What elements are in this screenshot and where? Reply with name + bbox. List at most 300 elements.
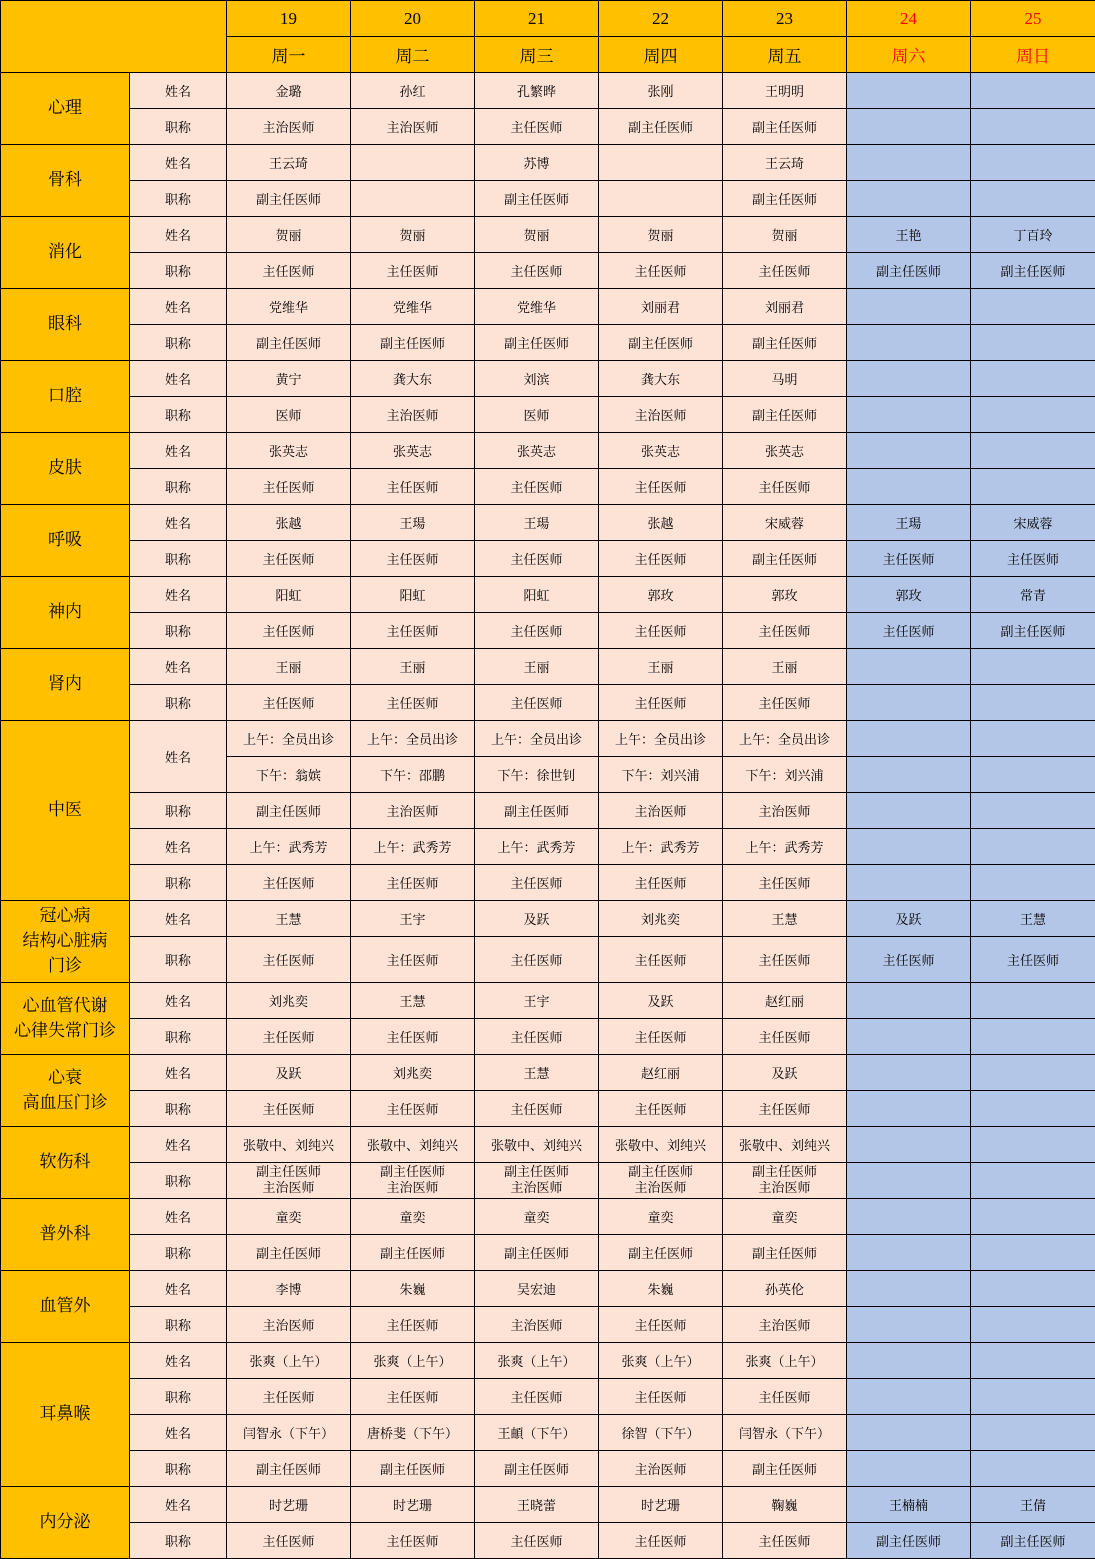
table-row — [1, 1451, 1095, 1487]
doctor-name-cell: 上午：武秀芳 — [599, 829, 723, 865]
department-name — [1, 1055, 130, 1127]
doctor-name-cell: 张敬中、刘纯兴 — [475, 1127, 599, 1163]
doctor-title-cell: 主任医师 — [723, 1091, 847, 1127]
department-name — [1, 1343, 130, 1487]
table-row — [1, 361, 1095, 397]
doctor-name-cell: 童奕 — [723, 1199, 847, 1235]
doctor-name-cell: 宋威蓉 — [723, 505, 847, 541]
doctor-name-cell: 唐桥斐（下午） — [351, 1415, 475, 1451]
row-label-title: 职称 — [130, 181, 227, 217]
doctor-title-cell: 主任医师 — [599, 253, 723, 289]
row-label-title: 职称 — [130, 1091, 227, 1127]
doctor-name-cell — [971, 361, 1095, 397]
doctor-name-cell: 王慧 — [475, 1055, 599, 1091]
doctor-title-cell: 主任医师 — [723, 937, 847, 983]
doctor-title-cell: 主任医师 — [227, 865, 351, 901]
row-label-name: 姓名 — [130, 721, 227, 793]
doctor-name-cell — [847, 829, 971, 865]
header-weekday: 周二 — [351, 37, 475, 73]
department-name-line: 肾内 — [48, 674, 82, 694]
doctor-name-cell — [847, 1127, 971, 1163]
doctor-name-cell: 张爽（上午） — [599, 1343, 723, 1379]
doctor-name-cell — [971, 1343, 1095, 1379]
doctor-name-cell: 赵红丽 — [599, 1055, 723, 1091]
doctor-title-cell: 主治医师 — [475, 1307, 599, 1343]
doctor-name-cell: 时艺珊 — [599, 1487, 723, 1523]
row-label-name: 姓名 — [130, 289, 227, 325]
header-corner — [1, 1, 227, 73]
table-row — [1, 1091, 1095, 1127]
doctor-name-cell: 吴宏迪 — [475, 1271, 599, 1307]
row-label-title: 职称 — [130, 1451, 227, 1487]
doctor-title-line: 副主任医师 — [627, 1164, 693, 1180]
department-name-line: 门诊 — [48, 956, 82, 976]
doctor-title-cell — [351, 181, 475, 217]
doctor-title-cell — [971, 181, 1095, 217]
doctor-title-cell: 主治医师 — [227, 1307, 351, 1343]
department-name — [1, 1487, 130, 1559]
doctor-name-cell: 龚大东 — [351, 361, 475, 397]
table-row — [1, 73, 1095, 109]
department-name-line: 呼吸 — [48, 530, 82, 550]
doctor-title-cell: 主任医师 — [847, 541, 971, 577]
doctor-title-cell: 副主任医师 — [847, 253, 971, 289]
doctor-name-cell: 童奕 — [475, 1199, 599, 1235]
row-label-name: 姓名 — [130, 505, 227, 541]
doctor-title-cell: 副主任医师 — [227, 793, 351, 829]
row-label-title: 职称 — [130, 109, 227, 145]
doctor-title-cell: 主任医师 — [475, 865, 599, 901]
doctor-name-cell — [971, 721, 1095, 757]
doctor-title-cell: 副主任医师 — [227, 325, 351, 361]
table-row — [1, 937, 1095, 983]
department-name — [1, 721, 130, 901]
doctor-title-cell: 主任医师 — [723, 865, 847, 901]
doctor-name-cell: 王云琦 — [723, 145, 847, 181]
table-row — [1, 1487, 1095, 1523]
table-row — [1, 1019, 1095, 1055]
doctor-name-cell: 刘兆奕 — [227, 983, 351, 1019]
doctor-title-cell — [971, 1163, 1095, 1199]
doctor-name-cell: 王宇 — [351, 901, 475, 937]
doctor-name-cell: 王慧 — [723, 901, 847, 937]
doctor-name-cell: 下午：邵鹏 — [351, 757, 475, 793]
department-name-line: 耳鼻喉 — [39, 1404, 91, 1424]
doctor-title-cell — [847, 1451, 971, 1487]
doctor-name-cell: 刘滨 — [475, 361, 599, 397]
doctor-title-cell — [971, 1307, 1095, 1343]
row-label-name: 姓名 — [130, 649, 227, 685]
doctor-name-cell: 上午：武秀芳 — [723, 829, 847, 865]
doctor-name-cell: 党维华 — [475, 289, 599, 325]
table-row — [1, 685, 1095, 721]
doctor-name-cell: 郭玫 — [599, 577, 723, 613]
department-name-line: 心衰 — [48, 1067, 82, 1088]
department-name-line: 普外科 — [39, 1224, 91, 1244]
doctor-name-cell: 赵红丽 — [723, 983, 847, 1019]
header-date: 25 — [971, 1, 1095, 37]
doctor-title-cell — [971, 469, 1095, 505]
doctor-name-cell: 张敬中、刘纯兴 — [723, 1127, 847, 1163]
doctor-name-cell: 党维华 — [351, 289, 475, 325]
table-row — [1, 541, 1095, 577]
doctor-name-cell: 张敬中、刘纯兴 — [351, 1127, 475, 1163]
row-label-name: 姓名 — [130, 901, 227, 937]
doctor-name-cell: 张爽（上午） — [227, 1343, 351, 1379]
doctor-title-cell — [847, 325, 971, 361]
doctor-title-cell: 副主任医师 — [971, 253, 1095, 289]
doctor-name-cell: 阳虹 — [351, 577, 475, 613]
doctor-title-cell: 副主任医师 — [475, 1451, 599, 1487]
doctor-title-cell — [847, 685, 971, 721]
table-row — [1, 1271, 1095, 1307]
doctor-name-cell — [847, 1271, 971, 1307]
doctor-title-cell: 主任医师 — [351, 469, 475, 505]
doctor-title-cell: 主治医师 — [599, 397, 723, 433]
table-row — [1, 1415, 1095, 1451]
header-weekday: 周三 — [475, 37, 599, 73]
doctor-title-line: 主治医师 — [510, 1180, 563, 1196]
doctor-title-cell: 副主任医师 — [723, 541, 847, 577]
doctor-title-cell — [475, 1163, 599, 1199]
row-label-title: 职称 — [130, 865, 227, 901]
doctor-name-cell: 朱巍 — [351, 1271, 475, 1307]
doctor-title-cell: 副主任医师 — [227, 1451, 351, 1487]
doctor-title-cell: 主任医师 — [475, 937, 599, 983]
doctor-title-cell: 主任医师 — [227, 469, 351, 505]
department-name — [1, 983, 130, 1055]
doctor-name-cell: 王宇 — [475, 983, 599, 1019]
doctor-title-cell — [971, 1235, 1095, 1271]
doctor-title-cell: 主任医师 — [475, 1523, 599, 1559]
doctor-name-cell: 王丽 — [351, 649, 475, 685]
doctor-title-cell: 主治医师 — [351, 397, 475, 433]
doctor-name-cell: 张越 — [599, 505, 723, 541]
doctor-name-cell — [971, 757, 1095, 793]
doctor-name-cell: 王丽 — [475, 649, 599, 685]
doctor-title-cell — [847, 109, 971, 145]
table-row — [1, 325, 1095, 361]
header-date: 21 — [475, 1, 599, 37]
doctor-title-cell: 主任医师 — [351, 1379, 475, 1415]
table-row — [1, 1199, 1095, 1235]
doctor-name-cell — [971, 1199, 1095, 1235]
table-row — [1, 109, 1095, 145]
doctor-title-cell: 副主任医师 — [599, 325, 723, 361]
doctor-title-cell: 主任医师 — [227, 937, 351, 983]
table-row — [1, 829, 1095, 865]
table-row — [1, 1235, 1095, 1271]
doctor-name-cell: 孙红 — [351, 73, 475, 109]
doctor-title-cell: 主任医师 — [847, 613, 971, 649]
doctor-title-cell: 主任医师 — [351, 1307, 475, 1343]
doctor-title-cell: 主治医师 — [723, 793, 847, 829]
doctor-title-cell — [971, 793, 1095, 829]
doctor-title-cell: 副主任医师 — [723, 397, 847, 433]
department-name — [1, 505, 130, 577]
row-label-name: 姓名 — [130, 73, 227, 109]
doctor-name-cell — [971, 73, 1095, 109]
row-label-name: 姓名 — [130, 983, 227, 1019]
doctor-title-cell — [847, 1163, 971, 1199]
doctor-title-cell: 主任医师 — [227, 1019, 351, 1055]
doctor-name-cell: 上午：武秀芳 — [351, 829, 475, 865]
doctor-title-line: 副主任医师 — [503, 1164, 569, 1180]
department-name-line: 口腔 — [48, 386, 82, 406]
doctor-title-cell: 副主任医师 — [723, 1235, 847, 1271]
department-name-line: 内分泌 — [39, 1512, 91, 1532]
doctor-title-cell — [847, 181, 971, 217]
row-label-name: 姓名 — [130, 361, 227, 397]
doctor-title-cell: 主任医师 — [723, 1379, 847, 1415]
doctor-name-cell: 上午：全员出诊 — [351, 721, 475, 757]
header-weekday: 周五 — [723, 37, 847, 73]
doctor-name-cell — [847, 983, 971, 1019]
doctor-title-cell: 副主任医师 — [723, 325, 847, 361]
doctor-name-cell: 王瑒 — [351, 505, 475, 541]
doctor-name-cell: 张刚 — [599, 73, 723, 109]
doctor-title-cell — [847, 1091, 971, 1127]
table-row — [1, 1055, 1095, 1091]
doctor-title-cell: 副主任医师 — [227, 181, 351, 217]
table-row — [1, 505, 1095, 541]
doctor-name-cell: 张英志 — [475, 433, 599, 469]
doctor-title-cell: 主任医师 — [723, 1019, 847, 1055]
doctor-name-cell: 马明 — [723, 361, 847, 397]
row-label-title: 职称 — [130, 685, 227, 721]
table-row — [1, 469, 1095, 505]
doctor-title-cell: 主任医师 — [723, 613, 847, 649]
doctor-name-cell: 上午：全员出诊 — [227, 721, 351, 757]
table-row — [1, 397, 1095, 433]
doctor-name-cell: 王倩 — [971, 1487, 1095, 1523]
table-row — [1, 721, 1095, 757]
doctor-name-cell: 徐智（下午） — [599, 1415, 723, 1451]
doctor-title-line: 主治医师 — [634, 1180, 687, 1196]
row-label-name: 姓名 — [130, 1271, 227, 1307]
doctor-name-cell: 王云琦 — [227, 145, 351, 181]
doctor-name-cell: 李博 — [227, 1271, 351, 1307]
row-label-name: 姓名 — [130, 433, 227, 469]
doctor-title-cell: 主任医师 — [599, 613, 723, 649]
doctor-name-cell — [971, 983, 1095, 1019]
doctor-title-cell: 主任医师 — [723, 469, 847, 505]
doctor-title-cell: 主任医师 — [351, 685, 475, 721]
doctor-name-cell — [847, 1343, 971, 1379]
doctor-title-cell — [723, 1163, 847, 1199]
doctor-name-cell — [971, 289, 1095, 325]
row-label-title: 职称 — [130, 1523, 227, 1559]
doctor-name-cell: 王頔（下午） — [475, 1415, 599, 1451]
row-label-title: 职称 — [130, 397, 227, 433]
doctor-title-line: 主治医师 — [262, 1180, 315, 1196]
table-row — [1, 1307, 1095, 1343]
doctor-name-cell: 王艳 — [847, 217, 971, 253]
doctor-name-cell: 张敬中、刘纯兴 — [227, 1127, 351, 1163]
header-date: 20 — [351, 1, 475, 37]
doctor-title-cell: 副主任医师 — [475, 325, 599, 361]
doctor-name-cell: 刘丽君 — [599, 289, 723, 325]
doctor-title-line: 主治医师 — [386, 1180, 439, 1196]
table-row — [1, 253, 1095, 289]
doctor-name-cell — [847, 361, 971, 397]
doctor-title-cell: 主任医师 — [475, 541, 599, 577]
doctor-name-cell — [847, 433, 971, 469]
doctor-title-line: 副主任医师 — [751, 1164, 817, 1180]
doctor-name-cell: 王丽 — [599, 649, 723, 685]
doctor-name-cell: 上午：全员出诊 — [599, 721, 723, 757]
department-name-line: 结构心脏病 — [22, 931, 108, 951]
table-row — [1, 145, 1095, 181]
table-row — [1, 1523, 1095, 1559]
department-name — [1, 361, 130, 433]
department-name-line: 高血压门诊 — [22, 1092, 108, 1113]
row-label-title: 职称 — [130, 793, 227, 829]
doctor-name-cell: 上午：武秀芳 — [475, 829, 599, 865]
doctor-title-cell: 主任医师 — [971, 937, 1095, 983]
doctor-title-cell: 主任医师 — [227, 1379, 351, 1415]
doctor-title-cell: 主任医师 — [475, 685, 599, 721]
doctor-title-cell: 主任医师 — [475, 469, 599, 505]
doctor-name-cell: 时艺珊 — [227, 1487, 351, 1523]
doctor-name-cell — [847, 757, 971, 793]
doctor-title-cell: 副主任医师 — [475, 1235, 599, 1271]
row-label-name: 姓名 — [130, 1055, 227, 1091]
doctor-title-cell: 主任医师 — [723, 685, 847, 721]
doctor-title-cell: 主任医师 — [599, 469, 723, 505]
doctor-name-cell: 龚大东 — [599, 361, 723, 397]
doctor-name-cell: 孔繁晔 — [475, 73, 599, 109]
doctor-title-cell: 主任医师 — [227, 613, 351, 649]
doctor-title-cell — [847, 1019, 971, 1055]
doctor-title-cell: 主任医师 — [599, 541, 723, 577]
doctor-title-cell: 副主任医师 — [351, 1451, 475, 1487]
doctor-name-cell: 王晓蕾 — [475, 1487, 599, 1523]
doctor-name-cell: 王瑒 — [847, 505, 971, 541]
doctor-title-cell: 主任医师 — [351, 541, 475, 577]
header-weekday: 周一 — [227, 37, 351, 73]
doctor-title-cell: 副主任医师 — [351, 325, 475, 361]
doctor-name-cell — [847, 73, 971, 109]
table-row — [1, 289, 1095, 325]
doctor-title-cell — [971, 1091, 1095, 1127]
doctor-name-cell — [847, 1055, 971, 1091]
doctor-name-cell: 贺丽 — [475, 217, 599, 253]
doctor-name-cell — [971, 433, 1095, 469]
doctor-title-cell — [971, 1451, 1095, 1487]
table-row — [1, 433, 1095, 469]
doctor-name-cell — [971, 649, 1095, 685]
department-name — [1, 1271, 130, 1343]
doctor-name-cell — [847, 289, 971, 325]
doctor-name-cell: 张越 — [227, 505, 351, 541]
doctor-title-cell — [847, 1307, 971, 1343]
doctor-name-cell: 金璐 — [227, 73, 351, 109]
row-label-title: 职称 — [130, 253, 227, 289]
doctor-name-cell: 王慧 — [351, 983, 475, 1019]
doctor-title-cell: 主任医师 — [351, 1019, 475, 1055]
header-date: 19 — [227, 1, 351, 37]
doctor-title-cell — [599, 181, 723, 217]
table-row — [1, 217, 1095, 253]
doctor-name-cell: 下午：翁嫔 — [227, 757, 351, 793]
doctor-title-cell: 主任医师 — [847, 937, 971, 983]
table-row — [1, 613, 1095, 649]
doctor-title-cell: 主任医师 — [475, 1091, 599, 1127]
table-row — [1, 1163, 1095, 1199]
row-label-name: 姓名 — [130, 829, 227, 865]
doctor-name-cell: 党维华 — [227, 289, 351, 325]
doctor-name-cell: 张英志 — [599, 433, 723, 469]
department-name-line: 心血管代谢 — [22, 995, 108, 1016]
doctor-title-cell: 主任医师 — [351, 937, 475, 983]
doctor-title-cell: 副主任医师 — [723, 1451, 847, 1487]
doctor-name-cell — [599, 145, 723, 181]
doctor-name-cell: 宋威蓉 — [971, 505, 1095, 541]
row-label-title: 职称 — [130, 1019, 227, 1055]
department-name-line: 眼科 — [48, 314, 82, 334]
doctor-name-cell: 童奕 — [227, 1199, 351, 1235]
table-row — [1, 1343, 1095, 1379]
department-name — [1, 433, 130, 505]
doctor-name-cell: 贺丽 — [599, 217, 723, 253]
doctor-title-line: 副主任医师 — [379, 1164, 445, 1180]
doctor-title-cell: 医师 — [475, 397, 599, 433]
schedule-body — [1, 1, 1095, 1559]
doctor-name-cell: 郭玫 — [723, 577, 847, 613]
row-label-name: 姓名 — [130, 1343, 227, 1379]
row-label-name: 姓名 — [130, 577, 227, 613]
row-label-name: 姓名 — [130, 145, 227, 181]
doctor-name-cell: 闫智永（下午） — [723, 1415, 847, 1451]
department-name-line: 血管外 — [39, 1296, 91, 1316]
doctor-name-cell: 王瑒 — [475, 505, 599, 541]
doctor-title-cell: 主任医师 — [599, 1379, 723, 1415]
header-date: 23 — [723, 1, 847, 37]
doctor-name-cell: 张英志 — [723, 433, 847, 469]
doctor-title-cell: 主任医师 — [227, 541, 351, 577]
doctor-name-cell — [847, 721, 971, 757]
department-name — [1, 289, 130, 361]
doctor-name-cell: 常青 — [971, 577, 1095, 613]
table-row — [1, 649, 1095, 685]
doctor-title-cell: 主治医师 — [351, 793, 475, 829]
doctor-title-cell — [847, 1379, 971, 1415]
doctor-title-cell: 副主任医师 — [599, 109, 723, 145]
header-weekday: 周四 — [599, 37, 723, 73]
doctor-title-cell: 副主任医师 — [723, 181, 847, 217]
doctor-title-cell — [599, 1163, 723, 1199]
department-name-line: 皮肤 — [48, 458, 82, 478]
doctor-title-cell — [847, 469, 971, 505]
doctor-title-cell — [971, 1379, 1095, 1415]
doctor-title-cell: 主治医师 — [227, 109, 351, 145]
doctor-name-cell: 上午：武秀芳 — [227, 829, 351, 865]
doctor-title-cell: 副主任医师 — [971, 1523, 1095, 1559]
doctor-title-cell — [847, 793, 971, 829]
doctor-title-cell: 副主任医师 — [227, 1235, 351, 1271]
doctor-name-cell: 下午：刘兴浦 — [599, 757, 723, 793]
doctor-name-cell: 贺丽 — [227, 217, 351, 253]
department-name — [1, 649, 130, 721]
doctor-title-cell: 主治医师 — [351, 109, 475, 145]
doctor-name-cell: 上午：全员出诊 — [723, 721, 847, 757]
doctor-title-cell: 副主任医师 — [475, 793, 599, 829]
doctor-title-cell: 主任医师 — [351, 253, 475, 289]
department-name-line: 软伤科 — [39, 1152, 91, 1172]
doctor-name-cell: 阳虹 — [227, 577, 351, 613]
header-weekday: 周日 — [971, 37, 1095, 73]
